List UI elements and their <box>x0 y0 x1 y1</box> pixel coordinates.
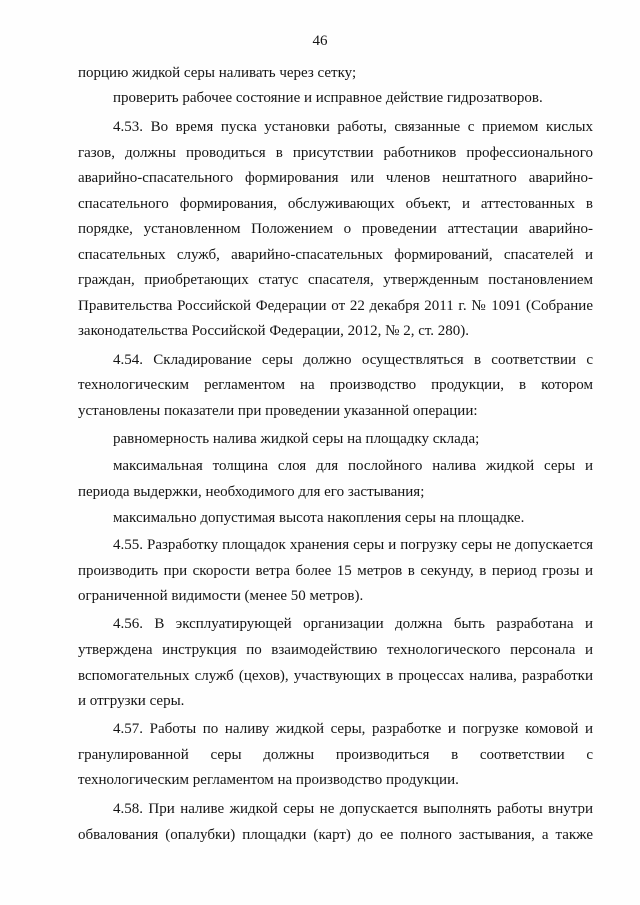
text-line: спасательного формирования, обслуживающих объект, и аттестованных в <box>78 196 593 212</box>
text-line: 4.58. При наливе жидкой серы не допускается выполнять работы внутри <box>113 801 593 817</box>
text-line: законодательства Российской Федерации, 2012, № 2, ст. 280). <box>78 323 470 339</box>
text-line: газов, должны проводиться в присутствии работников профессионального <box>78 145 593 161</box>
text-line: гранулированной серы должны производиться в соответствии с <box>78 747 593 763</box>
text-line: Правительства Российской Федерации от 22 декабря 2011 г. № 1091 (Собрание <box>78 298 593 314</box>
text-line: порцию жидкой серы наливать через сетку; <box>78 65 357 81</box>
text-line: спасательных служб, аварийно-спасательных формирований, спасателей и <box>78 247 593 263</box>
text-line: обвалования (опалубки) площадки (карт) до ее полного застывания, а также <box>78 827 593 843</box>
text-line: установлены показатели при проведении указанной операции: <box>78 403 478 419</box>
text-line: максимально допустимая высота накопления серы на площадке. <box>113 510 525 526</box>
text-line: порядке, установленном Положением о проведении аттестации аварийно- <box>78 221 593 237</box>
text-line: 4.56. В эксплуатирующей организации должна быть разработана и <box>113 616 593 632</box>
text-line: вспомогательных служб (цехов), участвующих в процессах налива, разработки <box>78 668 593 684</box>
text-line: и отгрузки серы. <box>78 693 185 709</box>
text-line: утверждена инструкция по взаимодействию технологического персонала и <box>78 642 593 658</box>
text-line: технологическим регламентом на производство продукции, в котором <box>78 377 593 393</box>
text-line: 4.53. Во время пуска установки работы, связанные с приемом кислых <box>113 119 593 135</box>
text-line: граждан, приобретающих статус спасателя, утвержденным постановлением <box>78 272 593 288</box>
text-line: производить при скорости ветра более 15 метров в секунду, в период грозы и <box>78 563 593 579</box>
text-line: равномерность налива жидкой серы на площадку склада; <box>113 431 480 447</box>
text-line: аварийно-спасательного формирования или членов нештатного аварийно- <box>78 170 593 186</box>
text-line: периода выдержки, необходимого для его застывания; <box>78 484 425 500</box>
text-line: ограниченной видимости (менее 50 метров). <box>78 588 364 604</box>
page-number: 46 <box>312 33 328 49</box>
text-line: максимальная толщина слоя для послойного налива жидкой серы и <box>113 458 593 474</box>
text-line: 4.54. Складирование серы должно осуществляться в соответствии с <box>113 352 593 368</box>
text-line: 4.57. Работы по наливу жидкой серы, разработке и погрузке комовой и <box>113 721 593 737</box>
text-line: проверить рабочее состояние и исправное действие гидрозатворов. <box>113 90 543 106</box>
text-line: технологическим регламентом на производство продукции. <box>78 772 459 788</box>
text-line: 4.55. Разработку площадок хранения серы и погрузку серы не допускается <box>113 537 593 553</box>
